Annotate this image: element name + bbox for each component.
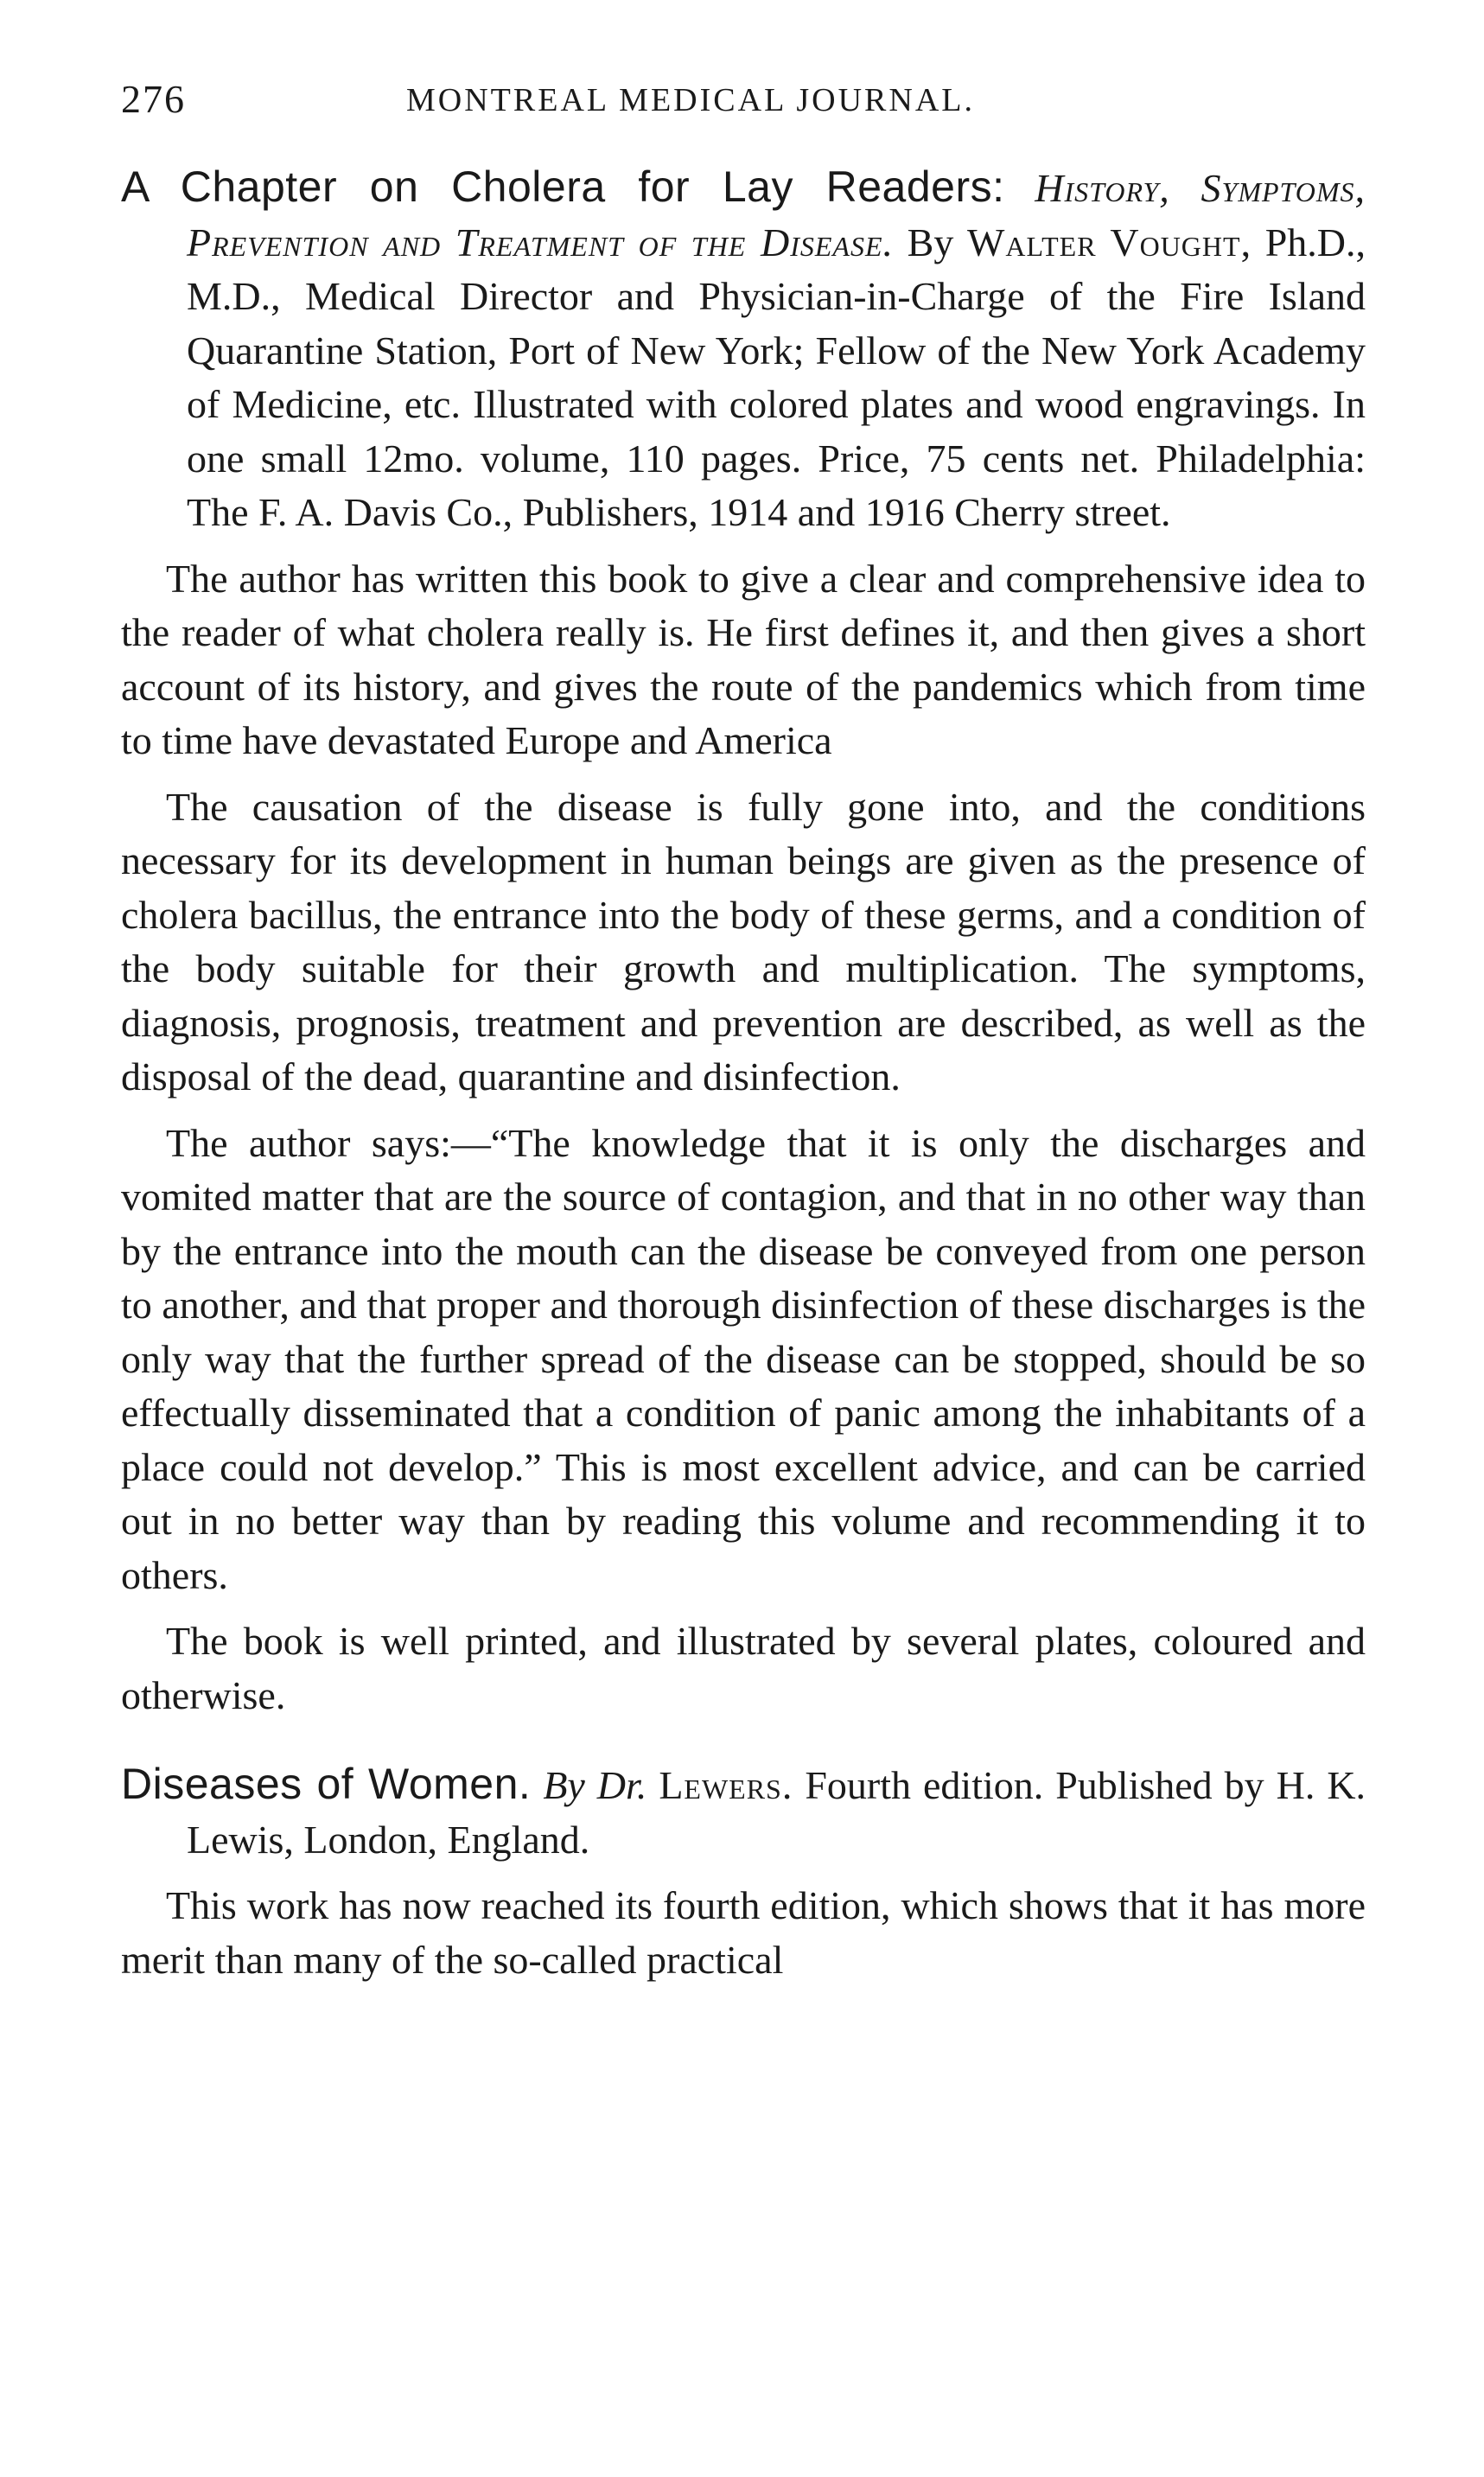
author-name: Lewers. (659, 1763, 793, 1807)
entry-heading (121, 160, 1366, 540)
byline-prefix: By (907, 220, 954, 264)
author-name: Walter Vought, (966, 220, 1252, 264)
entry-spacer (121, 1722, 1366, 1757)
review-paragraph: The author has written this book to give a clear and comprehensive idea to the reader of what cholera really is. He first defines it, and then gives a short account of its history, and gives the route of the pandemics which from time to time have devastated Europe and America (121, 556, 1366, 762)
byline-details: Ph.D., M.D., Medical Director and Physician-in-Charge of the Fire Island Quarantine Station, Port of New York; Fellow of the New York Academy of Medicine, etc. Illustrated with colored plates and wood engravings. In one small 12mo. volume, 110 pages. Price, 75 cents net. Philadelphia: The F. A. Davis Co., Publishers, 1914 and 1916 Cherry street. (187, 220, 1366, 534)
entry-title: A Chapter on Cholera for Lay Readers: (121, 162, 1005, 211)
entry-heading (121, 1757, 1366, 1867)
entry-title: Diseases of Women. (121, 1760, 532, 1808)
review-entry-diseases-of-women (121, 1757, 1366, 1987)
running-head: MONTREAL MEDICAL JOURNAL. (406, 82, 975, 118)
page-number: 276 (121, 77, 186, 121)
review-entry-cholera (121, 160, 1366, 1722)
page-content (121, 160, 1366, 1987)
review-paragraph: The book is well printed, and illustrated by several plates, coloured and otherwise. (121, 1619, 1366, 1717)
byline-details: Fourth edition. Published by H. K. Lewis, London, England. (187, 1763, 1366, 1862)
review-paragraph: The author says:—“The knowledge that it is only the discharges and vomited matter that are the source of contagion, and that in no other way than by the entrance into the mouth can the disease be conveyed from one person to another, and that proper and thorough disinfection of these discharges is the only way that the further spread of the disease can be stopped, should be so effectually disseminated that a condition of panic among the inhabitants of a place could not develop.” This is most excellent advice, and can be carried out in no better way than by reading this volume and recommending it to others. (121, 1120, 1366, 1597)
page-header (121, 76, 1366, 145)
entry-subtitle: History, Symptoms, Prevention and Treatment of the Disease. (187, 166, 1366, 264)
review-paragraph: This work has now reached its fourth edition, which shows that it has more merit than many of the so-called practical (121, 1883, 1366, 1982)
review-paragraph: The causation of the disease is fully gone into, and the conditions necessary for its development in human beings are given as the presence of cholera bacillus, the entrance into the body of these germs, and a condition of the body suitable for their growth and multiplication. The symptoms, diagnosis, prognosis, treatment and prevention are described, as well as the disposal of the dead, quarantine and disinfection. (121, 784, 1366, 1098)
byline-prefix: By Dr. (543, 1763, 647, 1807)
